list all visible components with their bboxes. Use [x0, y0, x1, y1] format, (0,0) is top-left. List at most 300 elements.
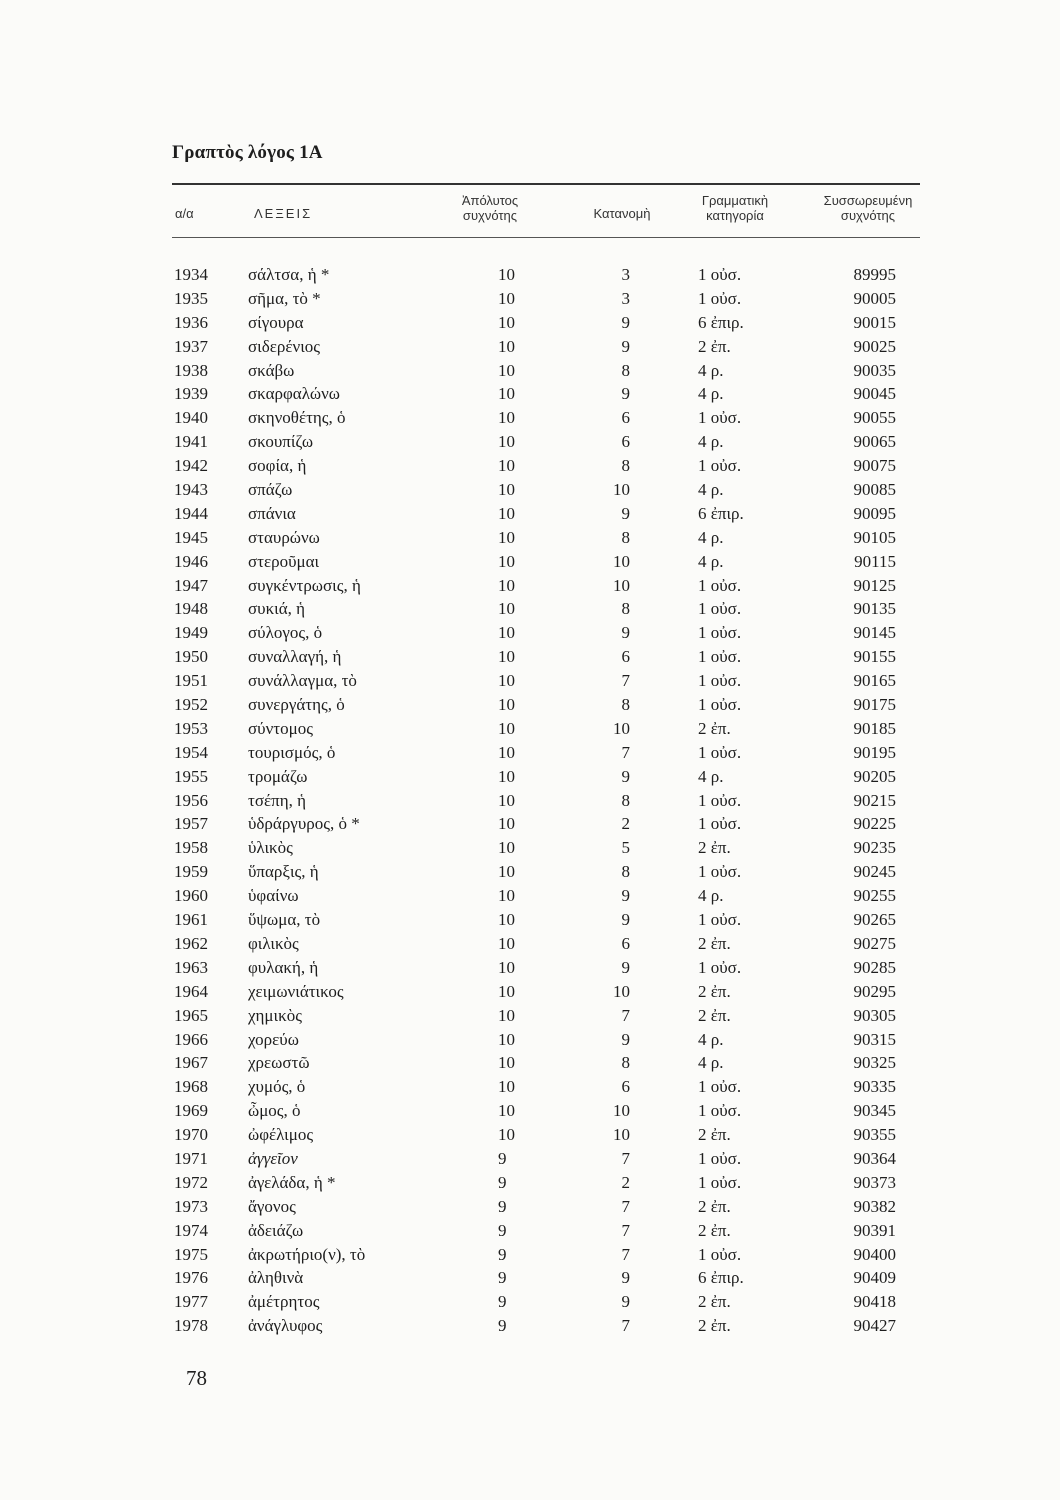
row-absolute-frequency: 10 [498, 957, 515, 977]
row-cumulative-frequency: 90255 [853, 886, 896, 906]
row-grammatical-category: 1 οὐσ. [698, 1148, 742, 1168]
header-words: ΛΕΞΕΙΣ [254, 206, 313, 221]
row-absolute-frequency: 10 [498, 718, 515, 738]
table-row [0, 910, 1060, 934]
row-word: χειμωνιάτικος [248, 981, 344, 1001]
row-rank: 2 [621, 1172, 630, 1192]
row-absolute-frequency: 10 [498, 527, 515, 547]
row-serial: 1958 [174, 838, 208, 858]
row-word: σταυρώνω [248, 527, 320, 547]
table-row [0, 1221, 1060, 1245]
row-absolute-frequency: 10 [498, 814, 515, 834]
row-word: ὠφέλιμος [248, 1125, 314, 1145]
row-cumulative-frequency: 90195 [853, 742, 896, 762]
row-cumulative-frequency: 90400 [853, 1244, 896, 1264]
row-rank: 7 [621, 1005, 630, 1025]
header-cumulative-line1: Συσσωρευμένη [823, 193, 913, 208]
row-serial: 1934 [174, 265, 208, 284]
row-cumulative-frequency: 90215 [853, 790, 896, 810]
header-top-rule [172, 183, 920, 185]
row-absolute-frequency: 9 [498, 1196, 507, 1216]
row-cumulative-frequency: 90035 [853, 360, 896, 380]
table-row [0, 313, 1060, 337]
row-word: ἀκρωτήριο(ν), τὸ [248, 1244, 366, 1264]
row-absolute-frequency: 10 [498, 599, 515, 619]
row-word: ἀληθινὰ [248, 1268, 304, 1288]
row-grammatical-category: 1 οὐσ. [698, 862, 742, 882]
row-rank: 9 [621, 1292, 630, 1312]
row-cumulative-frequency: 90045 [853, 384, 896, 404]
row-rank: 10 [613, 480, 630, 500]
row-rank: 2 [621, 814, 630, 834]
row-grammatical-category: 1 οὐσ. [698, 1172, 742, 1192]
row-rank: 9 [621, 623, 630, 643]
row-absolute-frequency: 10 [498, 360, 515, 380]
page-number: 78 [186, 1366, 207, 1390]
row-word: σάλτσα, ἡ * [248, 265, 330, 284]
row-word: στεροῦμαι [248, 551, 320, 571]
row-word: σπάνια [248, 503, 296, 523]
row-rank: 7 [621, 1220, 630, 1240]
row-rank: 6 [621, 933, 630, 953]
row-rank: 7 [621, 671, 630, 691]
row-rank: 9 [621, 384, 630, 404]
table-row [0, 743, 1060, 767]
row-absolute-frequency: 10 [498, 981, 515, 1001]
row-grammatical-category: 4 ρ. [698, 886, 724, 906]
row-word: τσέπη, ἡ [248, 790, 306, 810]
table-row [0, 814, 1060, 838]
row-serial: 1961 [174, 910, 208, 930]
row-rank: 10 [613, 981, 630, 1001]
row-grammatical-category: 2 ἐπ. [698, 1220, 731, 1240]
row-rank: 9 [621, 766, 630, 786]
row-grammatical-category: 1 οὐσ. [698, 623, 742, 643]
row-absolute-frequency: 10 [498, 551, 515, 571]
table-row [0, 384, 1060, 408]
table-row [0, 886, 1060, 910]
row-rank: 7 [621, 1316, 630, 1336]
table-row [0, 838, 1060, 862]
table-row [0, 1245, 1060, 1269]
row-grammatical-category: 1 οὐσ. [698, 742, 742, 762]
row-absolute-frequency: 10 [498, 1029, 515, 1049]
row-grammatical-category: 4 ρ. [698, 1053, 724, 1073]
row-absolute-frequency: 10 [498, 336, 515, 356]
row-serial: 1967 [174, 1053, 208, 1073]
row-grammatical-category: 2 ἐπ. [698, 1196, 731, 1216]
row-rank: 7 [621, 1244, 630, 1264]
table-row [0, 934, 1060, 958]
header-cumulative-frequency [808, 193, 928, 223]
row-serial: 1949 [174, 623, 208, 643]
row-serial: 1962 [174, 933, 208, 953]
row-rank: 6 [621, 1077, 630, 1097]
row-grammatical-category: 4 ρ. [698, 432, 724, 452]
row-rank: 6 [621, 408, 630, 428]
row-grammatical-category: 6 ἐπιρ. [698, 312, 744, 332]
row-absolute-frequency: 10 [498, 503, 515, 523]
row-word: ἀγγεῖον [248, 1148, 298, 1168]
row-word: φυλακή, ἡ [248, 957, 319, 977]
table-row [0, 671, 1060, 695]
table-row [0, 504, 1060, 528]
table-row [0, 432, 1060, 456]
row-serial: 1954 [174, 742, 208, 762]
row-cumulative-frequency: 90125 [853, 575, 896, 595]
row-cumulative-frequency: 90315 [853, 1029, 896, 1049]
table-row [0, 1149, 1060, 1173]
table-row [0, 1268, 1060, 1292]
row-absolute-frequency: 10 [498, 647, 515, 667]
row-absolute-frequency: 10 [498, 838, 515, 858]
row-word: ἀδειάζω [248, 1220, 304, 1240]
row-word: χορεύω [248, 1029, 299, 1049]
row-cumulative-frequency: 90105 [853, 527, 896, 547]
row-cumulative-frequency: 90355 [853, 1125, 896, 1145]
row-word: συνάλλαγμα, τὸ [248, 671, 357, 691]
row-cumulative-frequency: 90175 [853, 695, 896, 715]
row-grammatical-category: 2 ἐπ. [698, 933, 731, 953]
row-grammatical-category: 1 οὐσ. [698, 1244, 742, 1264]
row-cumulative-frequency: 90095 [853, 503, 896, 523]
row-absolute-frequency: 10 [498, 575, 515, 595]
row-rank: 8 [621, 695, 630, 715]
row-absolute-frequency: 10 [498, 766, 515, 786]
row-grammatical-category: 1 οὐσ. [698, 599, 742, 619]
row-serial: 1972 [174, 1172, 208, 1192]
table-row [0, 337, 1060, 361]
table-row [0, 862, 1060, 886]
row-absolute-frequency: 10 [498, 1005, 515, 1025]
header-absolute-frequency [435, 193, 545, 223]
row-rank: 5 [621, 838, 630, 858]
row-absolute-frequency: 10 [498, 432, 515, 452]
row-absolute-frequency: 10 [498, 1125, 515, 1145]
row-absolute-frequency: 10 [498, 742, 515, 762]
table-row [0, 599, 1060, 623]
row-cumulative-frequency: 90055 [853, 408, 896, 428]
row-absolute-frequency: 10 [498, 1101, 515, 1121]
row-rank: 10 [613, 575, 630, 595]
row-rank: 10 [613, 1125, 630, 1145]
row-grammatical-category: 1 οὐσ. [698, 671, 742, 691]
row-cumulative-frequency: 90225 [853, 814, 896, 834]
row-absolute-frequency: 10 [498, 862, 515, 882]
table-row [0, 528, 1060, 552]
row-serial: 1940 [174, 408, 208, 428]
row-cumulative-frequency: 90325 [853, 1053, 896, 1073]
row-absolute-frequency: 10 [498, 933, 515, 953]
row-serial: 1943 [174, 480, 208, 500]
header-bottom-rule [172, 237, 920, 238]
table-row [0, 982, 1060, 1006]
row-absolute-frequency: 10 [498, 1053, 515, 1073]
row-grammatical-category: 1 οὐσ. [698, 957, 742, 977]
row-serial: 1970 [174, 1125, 208, 1145]
row-word: σκηνοθέτης, ὁ [248, 408, 346, 428]
row-word: σπάζω [248, 480, 293, 500]
row-rank: 8 [621, 1053, 630, 1073]
row-grammatical-category: 1 οὐσ. [698, 575, 742, 595]
row-rank: 9 [621, 336, 630, 356]
row-rank: 3 [621, 288, 630, 308]
row-word: τουρισμός, ὁ [248, 742, 336, 762]
table-row [0, 1125, 1060, 1149]
row-absolute-frequency: 9 [498, 1244, 507, 1264]
row-grammatical-category: 1 οὐσ. [698, 456, 742, 476]
row-absolute-frequency: 9 [498, 1292, 507, 1312]
row-cumulative-frequency: 90305 [853, 1005, 896, 1025]
row-rank: 6 [621, 647, 630, 667]
row-rank: 7 [621, 1196, 630, 1216]
row-grammatical-category: 1 οὐσ. [698, 1101, 742, 1121]
row-rank: 8 [621, 599, 630, 619]
row-grammatical-category: 2 ἐπ. [698, 981, 731, 1001]
row-rank: 9 [621, 1268, 630, 1288]
row-grammatical-category: 1 οὐσ. [698, 1077, 742, 1097]
row-grammatical-category: 4 ρ. [698, 480, 724, 500]
row-serial: 1942 [174, 456, 208, 476]
row-serial: 1937 [174, 336, 208, 356]
row-cumulative-frequency: 90275 [853, 933, 896, 953]
row-absolute-frequency: 10 [498, 910, 515, 930]
table-row [0, 1101, 1060, 1125]
row-serial: 1947 [174, 575, 208, 595]
table-row [0, 647, 1060, 671]
row-serial: 1976 [174, 1268, 208, 1288]
row-absolute-frequency: 10 [498, 312, 515, 332]
row-rank: 9 [621, 910, 630, 930]
table-row [0, 623, 1060, 647]
row-rank: 9 [621, 1029, 630, 1049]
table-row [0, 265, 1060, 289]
row-cumulative-frequency: 89995 [853, 265, 896, 284]
table-row [0, 767, 1060, 791]
row-cumulative-frequency: 90382 [853, 1196, 896, 1216]
row-rank: 6 [621, 432, 630, 452]
row-cumulative-frequency: 90185 [853, 718, 896, 738]
row-grammatical-category: 1 οὐσ. [698, 647, 742, 667]
row-serial: 1973 [174, 1196, 208, 1216]
row-grammatical-category: 1 οὐσ. [698, 695, 742, 715]
row-absolute-frequency: 10 [498, 695, 515, 715]
row-word: ὕψωμα, τὸ [248, 910, 321, 930]
row-absolute-frequency: 10 [498, 886, 515, 906]
row-word: ἀγελάδα, ἡ * [248, 1172, 336, 1192]
table-row [0, 480, 1060, 504]
row-cumulative-frequency: 90235 [853, 838, 896, 858]
header-grammatical-line1: Γραμματικὴ [701, 193, 769, 208]
row-absolute-frequency: 9 [498, 1220, 507, 1240]
row-cumulative-frequency: 90155 [853, 647, 896, 667]
row-cumulative-frequency: 90205 [853, 766, 896, 786]
header-grammatical-category [680, 193, 790, 223]
row-word: σοφία, ἡ [248, 456, 307, 476]
row-word: ἄγονος [248, 1196, 296, 1216]
row-cumulative-frequency: 90165 [853, 671, 896, 691]
row-serial: 1969 [174, 1101, 208, 1121]
row-cumulative-frequency: 90418 [853, 1292, 896, 1312]
row-absolute-frequency: 10 [498, 265, 515, 284]
row-cumulative-frequency: 90075 [853, 456, 896, 476]
row-serial: 1935 [174, 288, 208, 308]
row-serial: 1946 [174, 551, 208, 571]
row-rank: 7 [621, 1148, 630, 1168]
table-row [0, 719, 1060, 743]
row-absolute-frequency: 10 [498, 480, 515, 500]
row-grammatical-category: 6 ἐπιρ. [698, 1268, 744, 1288]
row-rank: 8 [621, 456, 630, 476]
row-cumulative-frequency: 90135 [853, 599, 896, 619]
header-rank: Κατανομὴ [593, 206, 651, 221]
table-row [0, 1053, 1060, 1077]
row-word: συνεργάτης, ὁ [248, 695, 345, 715]
row-word: χημικὸς [248, 1005, 302, 1025]
row-rank: 10 [613, 551, 630, 571]
table-row [0, 552, 1060, 576]
row-cumulative-frequency: 90285 [853, 957, 896, 977]
row-serial: 1939 [174, 384, 208, 404]
row-grammatical-category: 2 ἐπ. [698, 336, 731, 356]
row-serial: 1965 [174, 1005, 208, 1025]
row-word: σκουπίζω [248, 432, 314, 452]
table-row [0, 1292, 1060, 1316]
row-serial: 1936 [174, 312, 208, 332]
row-grammatical-category: 4 ρ. [698, 360, 724, 380]
row-grammatical-category: 2 ἐπ. [698, 1005, 731, 1025]
row-word: σίγουρα [248, 312, 304, 332]
row-word: συγκέντρωσις, ἡ [248, 575, 361, 595]
row-cumulative-frequency: 90295 [853, 981, 896, 1001]
row-word: συκιά, ἡ [248, 599, 306, 619]
table-row [0, 289, 1060, 313]
row-serial: 1975 [174, 1244, 208, 1264]
header-serial: α/α [175, 206, 194, 221]
table-row [0, 1006, 1060, 1030]
row-serial: 1955 [174, 766, 208, 786]
row-grammatical-category: 4 ρ. [698, 551, 724, 571]
row-serial: 1966 [174, 1029, 208, 1049]
row-word: σκαρφαλώνω [248, 384, 340, 404]
row-cumulative-frequency: 90427 [853, 1316, 896, 1336]
table-row [0, 1077, 1060, 1101]
row-serial: 1957 [174, 814, 208, 834]
row-cumulative-frequency: 90005 [853, 288, 896, 308]
row-grammatical-category: 4 ρ. [698, 1029, 724, 1049]
row-word: ἀνάγλυφος [248, 1316, 323, 1336]
row-grammatical-category: 1 οὐσ. [698, 910, 742, 930]
row-serial: 1974 [174, 1220, 208, 1240]
row-word: σύλογος, ὁ [248, 623, 323, 643]
row-cumulative-frequency: 90409 [853, 1268, 896, 1288]
row-word: συναλλαγή, ἡ [248, 647, 342, 667]
header-absolute-frequency-line2: συχνότης [462, 208, 518, 223]
row-cumulative-frequency: 90145 [853, 623, 896, 643]
row-rank: 9 [621, 886, 630, 906]
row-grammatical-category: 4 ρ. [698, 527, 724, 547]
row-serial: 1960 [174, 886, 208, 906]
row-serial: 1953 [174, 718, 208, 738]
row-cumulative-frequency: 90345 [853, 1101, 896, 1121]
row-grammatical-category: 1 οὐσ. [698, 288, 742, 308]
row-absolute-frequency: 10 [498, 1077, 515, 1097]
row-grammatical-category: 2 ἐπ. [698, 1125, 731, 1145]
row-rank: 9 [621, 503, 630, 523]
row-word: φιλικὸς [248, 933, 299, 953]
row-word: ὑλικὸς [248, 838, 293, 858]
table-row [0, 958, 1060, 982]
row-serial: 1945 [174, 527, 208, 547]
row-word: ἀμέτρητος [248, 1292, 320, 1312]
row-absolute-frequency: 10 [498, 790, 515, 810]
table-row [0, 1030, 1060, 1054]
row-grammatical-category: 2 ἐπ. [698, 718, 731, 738]
row-rank: 10 [613, 1101, 630, 1121]
row-grammatical-category: 1 οὐσ. [698, 790, 742, 810]
row-serial: 1948 [174, 599, 208, 619]
row-cumulative-frequency: 90391 [853, 1220, 896, 1240]
row-serial: 1977 [174, 1292, 208, 1312]
row-serial: 1964 [174, 981, 208, 1001]
row-absolute-frequency: 10 [498, 288, 515, 308]
table-row [0, 791, 1060, 815]
table-row [0, 361, 1060, 385]
row-serial: 1956 [174, 790, 208, 810]
row-word: σιδερένιος [248, 336, 321, 356]
table-row [0, 576, 1060, 600]
row-grammatical-category: 2 ἐπ. [698, 1316, 731, 1336]
row-absolute-frequency: 9 [498, 1148, 507, 1168]
row-serial: 1950 [174, 647, 208, 667]
row-word: χρεωστῶ [248, 1053, 310, 1073]
row-grammatical-category: 4 ρ. [698, 766, 724, 786]
row-cumulative-frequency: 90115 [854, 551, 896, 571]
row-cumulative-frequency: 90335 [853, 1077, 896, 1097]
row-serial: 1941 [174, 432, 208, 452]
row-word: χυμός, ὁ [248, 1077, 306, 1097]
header-cumulative-line2: συχνότης [840, 208, 896, 223]
row-absolute-frequency: 9 [498, 1316, 507, 1336]
row-absolute-frequency: 10 [498, 671, 515, 691]
row-word: ὑφαίνω [248, 886, 299, 906]
header-grammatical-line2: κατηγορία [706, 208, 764, 223]
row-rank: 9 [621, 312, 630, 332]
row-serial: 1968 [174, 1077, 208, 1097]
row-rank: 8 [621, 790, 630, 810]
row-cumulative-frequency: 90265 [853, 910, 896, 930]
row-serial: 1963 [174, 957, 208, 977]
row-rank: 3 [621, 265, 630, 284]
word-table-body [0, 265, 1060, 1340]
row-cumulative-frequency: 90373 [853, 1172, 896, 1192]
row-grammatical-category: 1 οὐσ. [698, 408, 742, 428]
table-row [0, 1173, 1060, 1197]
table-row [0, 408, 1060, 432]
row-serial: 1959 [174, 862, 208, 882]
row-grammatical-category: 1 οὐσ. [698, 814, 742, 834]
row-rank: 7 [621, 742, 630, 762]
row-absolute-frequency: 9 [498, 1172, 507, 1192]
row-cumulative-frequency: 90025 [853, 336, 896, 356]
row-cumulative-frequency: 90065 [853, 432, 896, 452]
row-absolute-frequency: 10 [498, 408, 515, 428]
row-word: σῆμα, τὸ * [248, 288, 321, 308]
row-word: ὕπαρξις, ἡ [248, 862, 319, 882]
table-row [0, 456, 1060, 480]
row-word: σκάβω [248, 360, 295, 380]
table-row [0, 1316, 1060, 1340]
